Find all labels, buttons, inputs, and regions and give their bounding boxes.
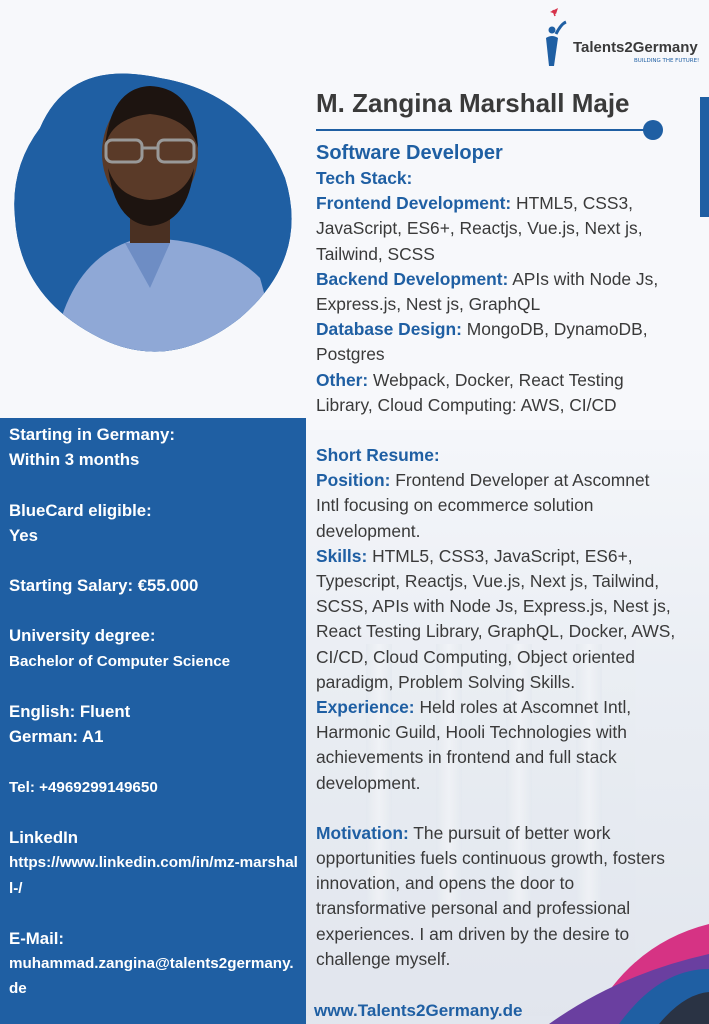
start-value: Within 3 months [9, 450, 140, 470]
logo-tagline: BUILDING THE FUTURE! [634, 58, 700, 64]
degree-label: University degree: [9, 626, 156, 646]
other-label: Other: [316, 369, 369, 390]
database-label: Database Design: [316, 319, 462, 340]
german-level: German: A1 [9, 727, 104, 747]
motivation-label: Motivation: [316, 822, 409, 843]
position-label: Position: [316, 470, 391, 491]
position-entry [316, 468, 676, 544]
email-link[interactable]: muhammad.zangina@talents2germany.de [9, 955, 294, 998]
other-entry [316, 368, 676, 418]
company-logo[interactable] [536, 4, 706, 68]
english-level: English: Fluent [9, 702, 131, 722]
other-text: Webpack, Docker, React Testing Library, Cloud Computing: AWS, CI/CD [316, 369, 624, 415]
logo-figure-icon [536, 4, 576, 68]
profile-details [316, 140, 676, 972]
experience-entry [316, 695, 676, 796]
bluecard-value: Yes [9, 525, 38, 545]
tech-stack-heading: Tech Stack: [316, 168, 413, 188]
backend-label: Backend Development: [316, 268, 509, 289]
position-text: Frontend Developer at Ascomnet Intl focusing on ecommerce solution development. [316, 470, 650, 541]
database-entry [316, 317, 676, 367]
linkedin-link[interactable]: https://www.linkedin.com/in/mz-marshall-/ [9, 854, 298, 897]
salary: Starting Salary: €55.000 [9, 576, 199, 596]
skills-entry [316, 544, 676, 695]
backend-entry [316, 267, 676, 317]
name-underline-dot [643, 120, 663, 140]
right-accent-bar [700, 97, 709, 217]
linkedin-label: LinkedIn [9, 827, 78, 847]
frontend-label: Frontend Development: [316, 193, 512, 214]
database-text: MongoDB, DynamoDB, Postgres [316, 319, 648, 365]
start-label: Starting in Germany: [9, 425, 175, 444]
experience-label: Experience: [316, 697, 415, 718]
skills-label: Skills: [316, 545, 368, 566]
motivation-text: The pursuit of better work opportunities fuels continuous growth, fosters innovation, and opens the door to transformative personal and professional experiences. I am driven by the desire to challenge myself. [316, 822, 665, 969]
candidate-name: M. Zangina Marshall Maje [316, 88, 630, 118]
role-title: Software Developer [316, 142, 503, 164]
skills-text: HTML5, CSS3, JavaScript, ES6+, Typescript, Reactjs, Vue.js, Next js, Tailwind, SCSS, APIs with Node Js, Express.js, Nest js, React Testing Library, GraphQL, Docker, AWS, CI/CD, Cloud Computing, Object oriented paradigm, Problem Solving Skills. [316, 545, 676, 692]
experience-text: Held roles at Ascomnet Intl, Harmonic Guild, Hooli Technologies with achievements in frontend and full stack development. [316, 697, 632, 793]
backend-text: APIs with Node Js, Express.js, Nest js, GraphQL [316, 268, 659, 315]
email-label: E-Mail: [9, 928, 65, 948]
frontend-entry [316, 191, 676, 267]
resume-heading: Short Resume: [316, 445, 440, 466]
profile-photo [10, 48, 300, 358]
degree-value: Bachelor of Computer Science [9, 652, 231, 670]
facts-sidebar [0, 418, 306, 1024]
bluecard-label: BlueCard eligible: [9, 500, 152, 520]
name-underline [316, 129, 652, 131]
website-link[interactable]: www.Talents2Germany.de [314, 1001, 523, 1020]
phone-number[interactable]: Tel: +4969299149650 [9, 778, 158, 796]
frontend-text: HTML5, CSS3, JavaScript, ES6+, Reactjs, Vue.js, Next js, Tailwind, SCSS [316, 193, 643, 264]
logo-brand-text: Talents2Germany [573, 39, 698, 56]
